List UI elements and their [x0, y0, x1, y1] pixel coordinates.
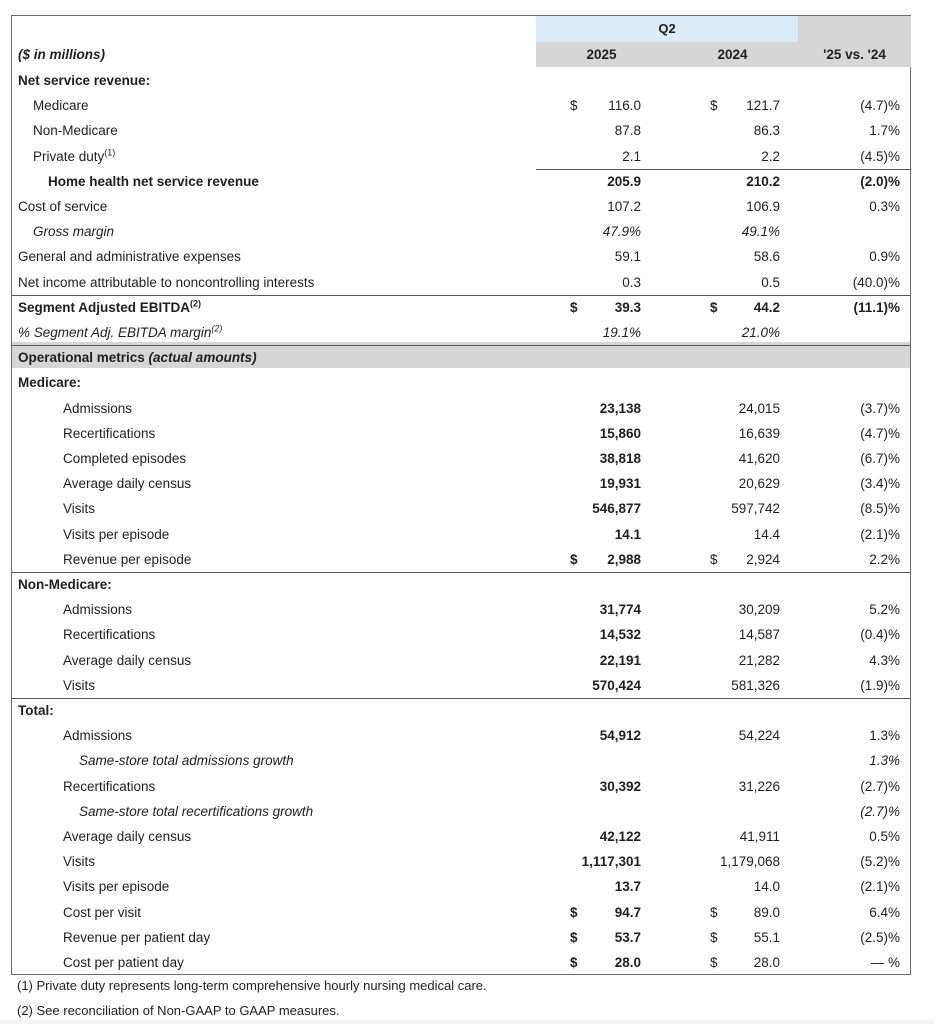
table-row	[12, 396, 910, 421]
row-label-text: Recertifications	[63, 778, 156, 794]
value-2024: 106.9	[746, 199, 780, 214]
value-2024: 49.1%	[741, 224, 780, 240]
value-2024: 41,911	[739, 829, 780, 844]
value-2024: 581,326	[731, 677, 780, 693]
change-header-band-top	[798, 16, 911, 42]
change-value: 5.2%	[869, 602, 900, 618]
dollar-sign-2025: $	[570, 299, 578, 315]
row-label-text: Segment Adjusted EBITDA	[18, 299, 191, 315]
value-2025: 31,774	[599, 602, 641, 618]
row-label	[63, 648, 191, 673]
row-label-text: Average daily census	[63, 652, 192, 668]
value-2024: 55.1	[753, 929, 780, 945]
table-row	[12, 622, 910, 647]
table-row	[12, 118, 910, 143]
value-2024: 30,209	[738, 602, 780, 618]
row-label-text: Same-store total admissions growth	[79, 753, 294, 769]
row-label-text: Cost per visit	[63, 904, 142, 920]
value-2024: 16,639	[738, 425, 780, 441]
change-value: (4.5)%	[860, 148, 900, 164]
value-2024: 20,629	[738, 476, 780, 492]
table-row	[12, 572, 910, 597]
value-2024: 2,924	[746, 551, 780, 567]
table-row	[12, 597, 910, 622]
row-label	[18, 320, 222, 345]
value-2024: 41,620	[738, 451, 780, 466]
row-label	[33, 219, 114, 244]
change-value: (2.5)%	[860, 929, 900, 945]
change-value: 4.3%	[869, 652, 900, 668]
row-label-suffix: (actual amounts)	[144, 350, 257, 366]
row-label	[63, 950, 184, 975]
value-2024: 58.6	[753, 249, 780, 265]
row-label	[63, 496, 95, 521]
row-label	[33, 93, 89, 118]
footnote-marker: (1)	[104, 147, 116, 158]
row-label	[18, 194, 107, 219]
table-row	[12, 723, 910, 748]
value-2025: 107.2	[607, 199, 641, 214]
row-label-text: Medicare	[33, 98, 89, 114]
value-2025: 0.3	[622, 274, 641, 290]
segment-table	[11, 15, 911, 975]
row-label-text: Revenue per patient day	[63, 929, 211, 945]
change-value: (2.1)%	[860, 879, 900, 895]
row-label	[63, 849, 95, 874]
table-row	[12, 68, 910, 93]
value-2025: 94.7	[614, 904, 641, 920]
row-label-text: % Segment Adj. EBITDA margin	[18, 325, 212, 340]
row-label-text: Private duty	[33, 148, 105, 164]
table-row	[12, 194, 910, 219]
value-2024: 0.5	[761, 274, 780, 290]
row-label-text: Net service revenue:	[18, 73, 151, 88]
row-label-text: Same-store total recertifications growth	[79, 803, 314, 819]
change-value: 6.4%	[869, 904, 900, 920]
dollar-sign-2024: $	[710, 551, 718, 567]
value-2025: 47.9%	[602, 224, 641, 240]
row-label	[63, 471, 191, 496]
row-label-text: Non-Medicare	[33, 123, 118, 139]
change-value: (8.5)%	[860, 501, 900, 517]
change-value: (0.4)%	[860, 627, 900, 643]
change-value: (4.7)%	[860, 425, 900, 441]
row-label-text: General and administrative expenses	[18, 249, 241, 265]
value-2024: 1,179,068	[719, 854, 780, 870]
change-value: (2.0)%	[860, 173, 900, 189]
col-2024-header: 2024	[717, 47, 748, 62]
row-label-text: Total:	[18, 703, 54, 718]
change-value: 0.9%	[869, 249, 900, 265]
row-label-text: Medicare:	[18, 375, 82, 391]
column-header-row	[12, 42, 910, 67]
row-label-text: Visits per episode	[63, 879, 170, 895]
row-label-text: Home health net service revenue	[48, 173, 259, 189]
ebitda-rule	[12, 295, 910, 296]
change-value: (3.4)%	[860, 476, 900, 492]
table-row	[12, 446, 910, 471]
operational-top-rule	[12, 345, 910, 346]
row-label-text: Visits per episode	[63, 526, 170, 542]
row-label	[63, 673, 95, 698]
dollar-sign-2024: $	[710, 929, 718, 945]
table-row	[12, 496, 910, 521]
row-label	[63, 925, 210, 950]
value-2025: 546,877	[592, 501, 641, 517]
value-2025: 53.7	[614, 929, 641, 945]
value-2024: 86.3	[753, 123, 780, 139]
value-2024: 597,742	[731, 501, 780, 517]
footnote-marker: (2)	[190, 298, 202, 309]
q2-header-band	[536, 16, 798, 42]
change-value: (4.7)%	[860, 98, 900, 114]
dollar-sign-2024: $	[710, 98, 718, 114]
value-2024: 121.7	[746, 98, 780, 114]
row-label-text: Visits	[63, 854, 96, 870]
value-2025: 39.3	[614, 299, 641, 315]
row-label-text: Admissions	[63, 400, 133, 416]
value-2024: 24,015	[738, 400, 780, 416]
non-medicare-rule	[12, 572, 910, 573]
table-row	[12, 370, 910, 395]
row-label-text: Admissions	[63, 602, 133, 618]
row-label	[18, 370, 81, 395]
value-2024: 21.0%	[741, 325, 780, 340]
change-value: — %	[870, 955, 900, 970]
table-row	[12, 900, 910, 925]
row-label	[18, 295, 201, 320]
change-value: (2.7)%	[860, 803, 900, 819]
row-label	[63, 824, 191, 849]
table-row	[12, 270, 910, 295]
table-row	[12, 244, 910, 269]
table-row	[12, 874, 910, 899]
value-2024: 21,282	[738, 652, 780, 668]
row-label	[63, 622, 155, 647]
row-label-text: Recertifications	[63, 425, 156, 441]
value-2024: 31,226	[738, 778, 780, 794]
value-2025: 54,912	[599, 728, 641, 744]
value-2024: 89.0	[753, 904, 780, 920]
table-row	[12, 950, 910, 975]
change-value: 1.7%	[869, 123, 900, 139]
value-2025: 59.1	[614, 249, 641, 265]
row-label-text: Visits	[63, 501, 96, 517]
change-value: 0.5%	[869, 829, 900, 844]
row-label	[63, 774, 155, 799]
row-label	[63, 446, 186, 471]
table-row	[12, 648, 910, 673]
table-row	[12, 849, 910, 874]
footnote-marker: (2)	[211, 323, 223, 334]
value-2025: 14,532	[599, 627, 641, 643]
table-row	[12, 345, 910, 370]
value-2025: 13.7	[614, 879, 641, 895]
value-2025: 1,117,301	[581, 854, 641, 870]
change-value: (5.2)%	[860, 854, 900, 870]
row-label-text: Operational metrics	[18, 350, 145, 366]
value-2024: 28.0	[753, 955, 780, 970]
row-label	[79, 799, 313, 824]
row-label	[18, 572, 112, 597]
row-label	[63, 900, 141, 925]
value-2024: 14.0	[753, 879, 780, 895]
row-label	[33, 118, 118, 143]
row-label-text: Average daily census	[63, 829, 192, 844]
change-value: (3.7)%	[860, 400, 900, 416]
row-label	[18, 345, 257, 370]
row-label-text: Completed episodes	[63, 451, 187, 466]
row-label	[63, 421, 155, 446]
row-label-text: Gross margin	[33, 224, 115, 240]
row-label	[18, 244, 241, 269]
row-label	[18, 68, 150, 93]
value-2025: 14.1	[614, 526, 641, 542]
value-2024: 2.2	[761, 148, 780, 164]
value-2024: 44.2	[753, 299, 780, 315]
period-header: Q2	[658, 21, 676, 36]
footnote-2: (2) See reconciliation of Non-GAAP to GAAP measures.	[17, 1003, 340, 1018]
value-2025: 23,138	[599, 400, 641, 416]
row-label-text: Cost of service	[18, 199, 108, 214]
change-value: (1.9)%	[860, 677, 900, 693]
table-row	[12, 144, 910, 169]
table-row	[12, 748, 910, 773]
row-label-text: Cost per patient day	[63, 955, 184, 970]
table-row	[12, 169, 910, 194]
change-value: (11.1)%	[853, 299, 900, 315]
value-2025: 116.0	[608, 98, 641, 114]
value-2025: 2,988	[607, 551, 641, 567]
table-row	[12, 93, 910, 118]
value-2025: 15,860	[599, 425, 641, 441]
row-label-text: Net income attributable to noncontrolling interests	[18, 274, 315, 290]
total-rule	[12, 698, 910, 699]
table-row	[12, 522, 910, 547]
units-label: ($ in millions)	[18, 47, 106, 62]
row-label	[63, 597, 132, 622]
change-value: (2.1)%	[860, 526, 900, 542]
row-label	[63, 522, 169, 547]
row-label-text: Average daily census	[63, 476, 192, 492]
value-2025: 19,931	[599, 476, 641, 492]
dollar-sign-2025: $	[570, 929, 578, 945]
table-row	[12, 421, 910, 446]
row-label	[63, 396, 132, 421]
row-label	[18, 270, 314, 295]
change-value: 0.3%	[869, 199, 900, 214]
row-label-text: Visits	[63, 677, 96, 693]
value-2024: 210.2	[746, 173, 780, 189]
value-2025: 30,392	[599, 778, 641, 794]
row-label-text: Admissions	[63, 728, 133, 744]
value-2025: 42,122	[599, 829, 641, 844]
value-2025: 38,818	[599, 451, 641, 466]
change-value: 2.2%	[869, 551, 900, 567]
table-row	[12, 471, 910, 496]
value-2025: 205.9	[607, 173, 641, 189]
table-row	[12, 774, 910, 799]
value-2025: 570,424	[592, 677, 641, 693]
dollar-sign-2025: $	[570, 955, 578, 970]
table-row	[12, 547, 910, 572]
value-2025: 28.0	[614, 955, 641, 970]
row-label	[48, 169, 259, 194]
table-row	[12, 673, 910, 698]
change-value: 1.3%	[869, 728, 900, 744]
row-label	[33, 144, 115, 169]
table-row	[12, 698, 910, 723]
dollar-sign-2025: $	[570, 904, 578, 920]
change-value: 1.3%	[869, 753, 900, 769]
table-row	[12, 320, 910, 345]
value-2025: 2.1	[622, 148, 641, 164]
value-2024: 14,587	[738, 627, 780, 643]
table-row	[12, 219, 910, 244]
dollar-sign-2025: $	[570, 551, 578, 567]
page-bottom-strip	[0, 1020, 934, 1024]
dollar-sign-2024: $	[710, 904, 718, 920]
table-row	[12, 799, 910, 824]
row-label	[18, 698, 54, 723]
col-change-header: '25 vs. '24	[823, 47, 886, 62]
row-label	[63, 723, 132, 748]
value-2025: 87.8	[614, 123, 641, 139]
dollar-sign-2024: $	[710, 955, 718, 970]
change-value: (2.7)%	[860, 778, 900, 794]
table-row	[12, 824, 910, 849]
value-2024: 54,224	[738, 728, 780, 744]
value-2025: 19.1%	[602, 325, 641, 340]
table-row	[12, 925, 910, 950]
col-2025-header: 2025	[586, 47, 617, 62]
row-label	[79, 748, 294, 773]
subtotal-rule	[536, 169, 911, 170]
row-label	[63, 547, 191, 572]
table-row	[12, 295, 910, 320]
footnote-1: (1) Private duty represents long-term comprehensive hourly nursing medical care.	[17, 978, 487, 993]
row-label-text: Non-Medicare:	[18, 577, 112, 592]
change-value: (40.0)%	[852, 274, 900, 290]
row-label-text: Revenue per episode	[63, 551, 192, 567]
row-label-text: Recertifications	[63, 627, 156, 643]
dollar-sign-2024: $	[710, 299, 718, 315]
value-2025: 22,191	[599, 652, 641, 668]
value-2024: 14.4	[753, 526, 780, 542]
change-value: (6.7)%	[860, 451, 900, 466]
row-label	[63, 874, 169, 899]
dollar-sign-2025: $	[570, 98, 578, 114]
